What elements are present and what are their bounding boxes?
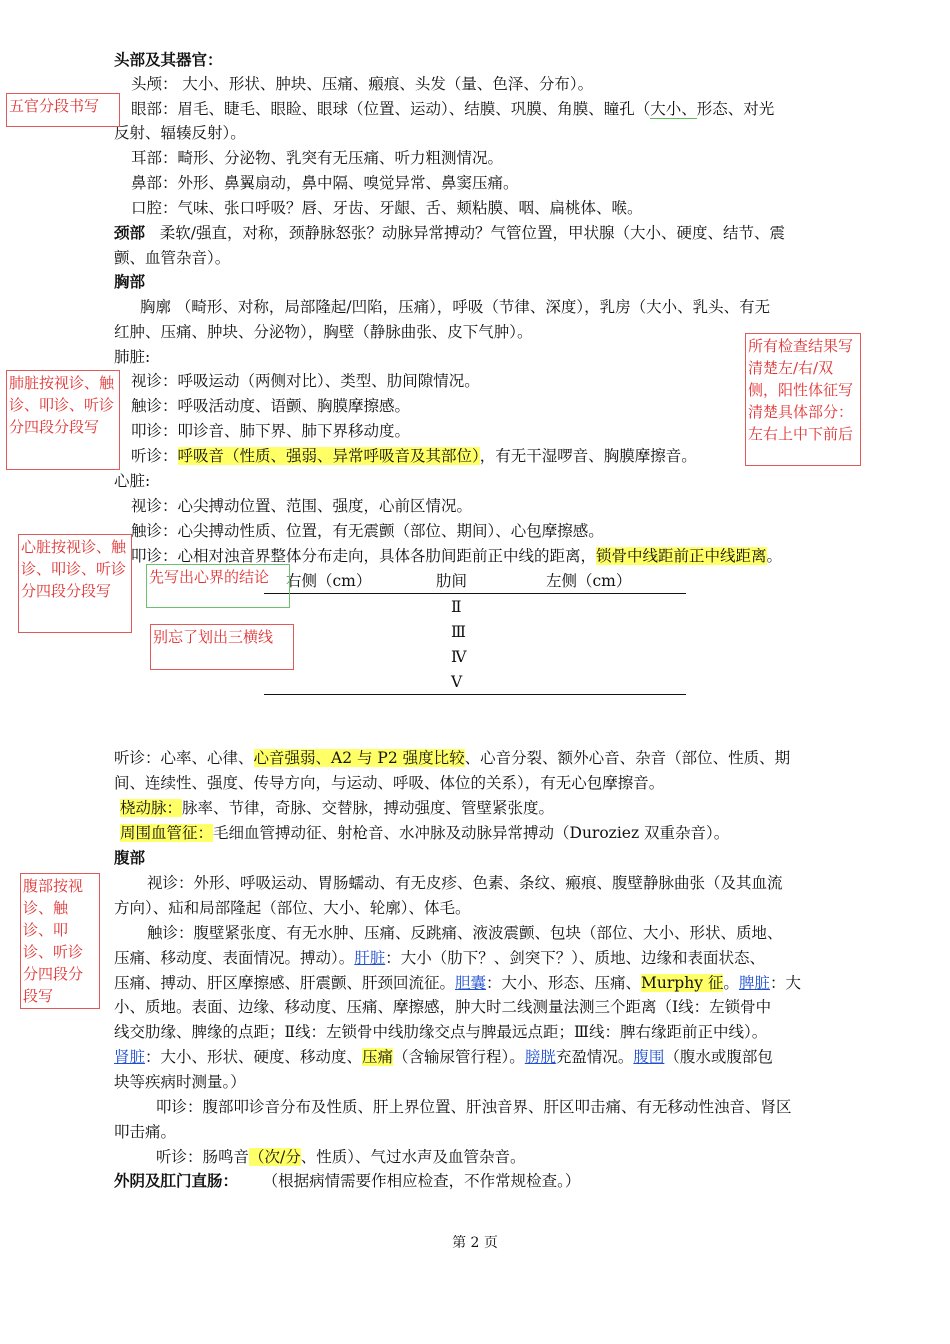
annotation-abdomen: 腹部按视诊、触诊、叩诊、听诊分四段分段写	[20, 873, 100, 1009]
girth-link: 腹围	[633, 1048, 665, 1066]
annotation-heart: 心脏按视诊、触诊、叩诊、听诊分四段分段写	[18, 534, 132, 633]
head-nose: 鼻部：外形、鼻翼扇动，鼻中隔、嗅觉异常、鼻窦压痛。	[131, 174, 519, 192]
annotation-three-lines: 别忘了划出三横线	[150, 624, 294, 670]
liver-link: 肝脏	[354, 949, 386, 967]
heart-auscultate-cont: 间、连续性、强度、传导方向，与运动、呼吸、体位的关系），有无心包摩擦音。	[114, 774, 665, 792]
head-ears: 耳部：畸形、分泌物、乳突有无压痛、听力粗测情况。	[131, 149, 504, 167]
lung-inspect: 视诊：呼吸运动（两侧对比）、类型、肋间隙情况。	[131, 372, 480, 390]
section-head-title: 头部及其器官：	[114, 50, 223, 69]
abdomen-auscultate: 听诊：肠鸣音（次/分、性质）、气过水声及血管杂音。	[156, 1148, 526, 1166]
lung-percuss: 叩诊：叩诊音、肺下界、肺下界移动度。	[131, 422, 411, 440]
page-number: 第 2 页	[452, 1235, 498, 1251]
annotation-lung: 肺脏按视诊、触诊、叩诊、听诊分四段分段写	[6, 370, 120, 470]
annotation-facial: 五官分段书写	[6, 93, 120, 127]
abdomen-inspect: 视诊：外形、呼吸运动、胃肠蠕动、有无皮疹、色素、条纹、瘢痕、腹壁静脉曲张（及其血流	[147, 874, 783, 892]
abdomen-palpate-7: 块等疾病时测量。）	[114, 1073, 246, 1091]
peripheral-vascular-signs: 周围血管征：毛细血管搏动征、射枪音、水冲脉及动脉异常搏动（Duroziez 双重杂音）。	[120, 824, 730, 842]
table-row: Ⅳ	[451, 648, 467, 666]
table-bottom-rule	[264, 694, 686, 695]
chest-label: 胸部	[114, 272, 146, 291]
neck-line1: 颈部 柔软/强直，对称，颈静脉怒张？动脉异常搏动？气管位置，甲状腺（大小、硬度、结节、震	[114, 223, 786, 242]
table-header-right: 右侧（cm）	[286, 572, 372, 590]
abdomen-palpate-3: 压痛、搏动、肝区摩擦感、肝震颤、肝颈回流征。胆囊：大小、形态、压痛、Murphy 征。脾脏：大	[114, 974, 801, 992]
chest-line1: 胸廓 （畸形、对称，局部隆起/凹陷，压痛），呼吸（节律、深度），乳房（大小、乳头、有无	[140, 298, 771, 316]
bladder-link: 膀胱	[524, 1048, 556, 1066]
abdomen-percuss-cont: 叩击痛。	[114, 1123, 177, 1141]
heart-auscultate: 听诊：心率、心律、心音强弱、A2 与 P2 强度比较、心音分裂、额外心音、杂音（部位、性质、期	[114, 749, 791, 767]
table-header-left: 左侧（cm）	[546, 572, 632, 590]
abdomen-palpate-6: 肾脏：大小、形状、硬度、移动度、压痛（含输尿管行程）。膀胱充盈情况。腹围（腹水或腹部包	[114, 1048, 773, 1066]
abdomen-palpate: 触诊：腹壁紧张度、有无水肿、压痛、反跳痛、液波震颤、包块（部位、大小、形状、质地、	[147, 924, 783, 942]
genital-anal-line: 外阴及肛门直肠： （根据病情需要作相应检查，不作常规检查。）	[114, 1171, 581, 1190]
abdomen-percuss: 叩诊：腹部叩诊音分布及性质、肝上界位置、肝浊音界、肝区叩击痛、有无移动性浊音、肾区	[156, 1098, 792, 1116]
abdomen-inspect-cont: 方向）、疝和局部隆起（部位、大小、轮廓）、体毛。	[114, 899, 471, 917]
heart-label: 心脏:	[114, 472, 151, 490]
abdomen-label: 腹部	[114, 848, 146, 867]
heart-percuss: 叩诊：心相对浊音界整体分布走向，具体各肋间距前正中线的距离，锁骨中线距前正中线距离。	[131, 547, 783, 565]
head-eyes-cont: 反射、辐辏反射）。	[114, 124, 246, 142]
lung-auscultate: 听诊：呼吸音（性质、强弱、异常呼吸音及其部位），有无干湿啰音、胸膜摩擦音。	[131, 447, 697, 465]
head-mouth: 口腔：气味、张口呼吸？唇、牙齿、牙龈、舌、颊粘膜、咽、扁桃体、喉。	[131, 199, 643, 217]
green-underlined-text: 大小、	[650, 100, 697, 118]
table-top-rule	[264, 593, 686, 594]
lung-label: 肺脏:	[114, 348, 151, 366]
heart-palpate: 触诊：心尖搏动性质、位置，有无震颤（部位、期间）、心包摩擦感。	[131, 522, 604, 540]
abdomen-palpate-4: 小、质地。表面、边缘、移动度、压痛、摩擦感，肿大时二线测量法测三个距离（Ⅰ线：左锁骨中	[114, 998, 772, 1016]
spleen-link: 脾脏	[738, 974, 770, 992]
head-eyes: 眼部：眉毛、睫毛、眼睑、眼球（位置、运动）、结膜、巩膜、角膜、瞳孔（大小、形态、对光	[131, 100, 775, 118]
lung-palpate: 触诊：呼吸活动度、语颤、胸膜摩擦感。	[131, 397, 411, 415]
annotation-left-right: 所有检查结果写清楚左/右/双侧，阳性体征写清楚具体部分：左右上中下前后	[745, 333, 861, 466]
gallbladder-link: 胆囊	[455, 974, 487, 992]
annotation-heart-border: 先写出心界的结论	[146, 564, 290, 608]
table-header-mid: 肋间	[436, 572, 468, 590]
kidney-link: 肾脏	[114, 1048, 146, 1066]
chest-line2: 红肿、压痛、肿块、分泌物），胸壁（静脉曲张、皮下气肿）。	[114, 323, 533, 341]
neck-line2: 颤、血管杂音）。	[114, 249, 231, 267]
abdomen-palpate-2: 压痛、移动度、表面情况。搏动）。肝脏：大小（肋下？、剑突下？）、质地、边缘和表面状态、	[114, 949, 766, 967]
table-row: Ⅲ	[451, 623, 466, 641]
radial-pulse: 桡动脉：脉率、节律，奇脉、交替脉，搏动强度、管壁紧张度。	[120, 799, 555, 817]
head-skull: 头颅： 大小、形状、肿块、压痛、瘢痕、头发（量、色泽、分布）。	[131, 75, 594, 93]
heart-inspect: 视诊：心尖搏动位置、范围、强度，心前区情况。	[131, 497, 473, 515]
table-row: Ⅱ	[451, 598, 462, 616]
table-row: Ⅴ	[451, 673, 463, 691]
abdomen-palpate-5: 线交肋缘、脾缘的点距；Ⅱ线：左锁骨中线肋缘交点与脾最远点距；Ⅲ线：脾右缘距前正中线）。	[114, 1023, 768, 1041]
